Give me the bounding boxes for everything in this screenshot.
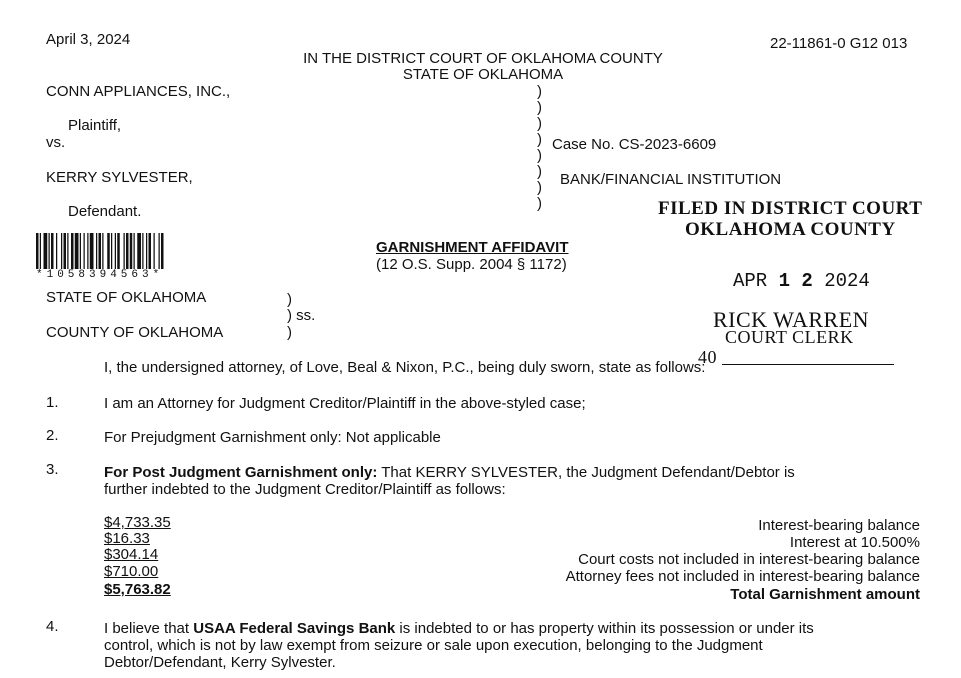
barcode-bar — [102, 233, 103, 269]
barcode-number: *1058394563* — [36, 269, 164, 281]
barcode-bar — [111, 233, 112, 269]
item-4-text-line3: Debtor/Defendant, Kerry Sylvester. — [104, 654, 336, 671]
barcode-bar — [67, 233, 68, 269]
label-interest: Interest at 10.500% — [789, 534, 920, 551]
filed-stamp-date: APR 1 2 2024 — [733, 270, 870, 292]
versus-label: vs. — [46, 134, 66, 151]
item-3-text-line2: further indebted to the Judgment Creditor/Plaintiff as follows: — [104, 481, 506, 498]
barcode-image — [36, 233, 214, 269]
caption-parentheses: ) ) ) ) ) ) ) ) — [537, 83, 542, 212]
venue-paren-bottom: ) — [287, 324, 292, 341]
clerk-title: COURT CLERK — [725, 327, 854, 347]
amount-interest: $16.33 — [104, 530, 150, 547]
venue-paren-top: ) — [287, 291, 292, 308]
item-4-text-line2: control, which is not by law exempt from seizure or sale upon execution, belonging to the Judgment — [104, 637, 763, 654]
barcode-bar — [154, 233, 155, 269]
clerk-signature-line — [722, 364, 894, 365]
filed-stamp-line2: OKLAHOMA COUNTY — [685, 219, 896, 240]
item-4-text-line1: I believe that USAA Federal Savings Bank is indebted to or has property within its possession or under its — [104, 620, 814, 637]
barcode-bar — [44, 233, 48, 269]
label-total: Total Garnishment amount — [730, 586, 920, 603]
barcode-bar — [124, 233, 125, 269]
intro-statement: I, the undersigned attorney, of Love, Beal & Nixon, P.C., being duly sworn, state as follows: — [104, 359, 706, 376]
barcode-bar — [149, 233, 152, 269]
amount-attorney-fees: $710.00 — [104, 563, 159, 580]
court-name: IN THE DISTRICT COURT OF OKLAHOMA COUNTY — [303, 50, 663, 67]
barcode-bar — [61, 233, 62, 269]
barcode-bar — [80, 233, 81, 269]
statute-reference: (12 O.S. Supp. 2004 § 1172) — [376, 256, 567, 273]
item-1-text: I am an Attorney for Judgment Creditor/Plaintiff in the above-styled case; — [104, 395, 586, 412]
venue-county: COUNTY OF OKLAHOMA — [46, 324, 224, 341]
barcode-bar — [75, 233, 79, 269]
barcode-bar — [87, 233, 88, 269]
barcode-bar — [134, 233, 135, 269]
clerk-name: RICK WARREN — [713, 307, 870, 332]
defendant-label: Defendant. — [68, 203, 142, 220]
garnishee-type: BANK/FINANCIAL INSTITUTION — [560, 171, 782, 188]
barcode-bar — [117, 233, 120, 269]
barcode-bar — [84, 233, 85, 269]
item-3-text-line1: For Post Judgment Garnishment only: That KERRY SYLVESTER, the Judgment Defendant/Debtor is — [104, 464, 795, 481]
barcode-bar — [99, 233, 102, 269]
item-4-number: 4. — [46, 618, 59, 635]
barcode-bar — [137, 233, 141, 269]
label-attorney-fees: Attorney fees not included in interest-bearing balance — [565, 568, 920, 585]
affidavit-title: GARNISHMENT AFFIDAVIT — [376, 239, 569, 256]
stamp-number: 40 — [698, 347, 717, 367]
court-state: STATE OF OKLAHOMA — [402, 66, 564, 83]
plaintiff-name: CONN APPLIANCES, INC., — [46, 83, 231, 100]
amount-interest-bearing: $4,733.35 — [104, 514, 171, 531]
barcode-bar — [64, 233, 67, 269]
barcode-bar — [115, 233, 116, 269]
item-2-text: For Prejudgment Garnishment only: Not applicable — [104, 429, 441, 446]
barcode-bar — [36, 233, 39, 269]
amount-court-costs: $304.14 — [104, 546, 159, 563]
venue-ss: ) ss. — [287, 307, 316, 324]
barcode-bar — [51, 233, 54, 269]
document-date: April 3, 2024 — [46, 31, 131, 48]
barcode-bar — [90, 233, 94, 269]
barcode-bar — [142, 233, 143, 269]
barcode-bar — [96, 233, 97, 269]
barcode-bar — [130, 233, 133, 269]
defendant-name: KERRY SYLVESTER, — [46, 169, 193, 186]
plaintiff-label: Plaintiff, — [68, 117, 122, 134]
barcode-bar — [49, 233, 50, 269]
label-court-costs: Court costs not included in interest-bearing balance — [578, 551, 920, 568]
item-3-number: 3. — [46, 461, 59, 478]
label-interest-bearing: Interest-bearing balance — [758, 517, 920, 534]
amount-total: $5,763.82 — [104, 581, 171, 598]
document-code: 22-11861-0 G12 013 — [770, 35, 908, 52]
barcode-bar — [56, 233, 57, 269]
item-2-number: 2. — [46, 427, 59, 444]
venue-state: STATE OF OKLAHOMA — [46, 289, 207, 306]
barcode-bar — [146, 233, 147, 269]
barcode-bar — [159, 233, 160, 269]
barcode-bar — [107, 233, 110, 269]
barcode-bar — [126, 233, 129, 269]
barcode-bar — [71, 233, 74, 269]
barcode-bar — [161, 233, 164, 269]
filed-stamp-line1: FILED IN DISTRICT COURT — [658, 198, 923, 219]
barcode-bar — [40, 233, 41, 269]
case-number: Case No. CS-2023-6609 — [552, 136, 717, 153]
item-1-number: 1. — [46, 394, 59, 411]
